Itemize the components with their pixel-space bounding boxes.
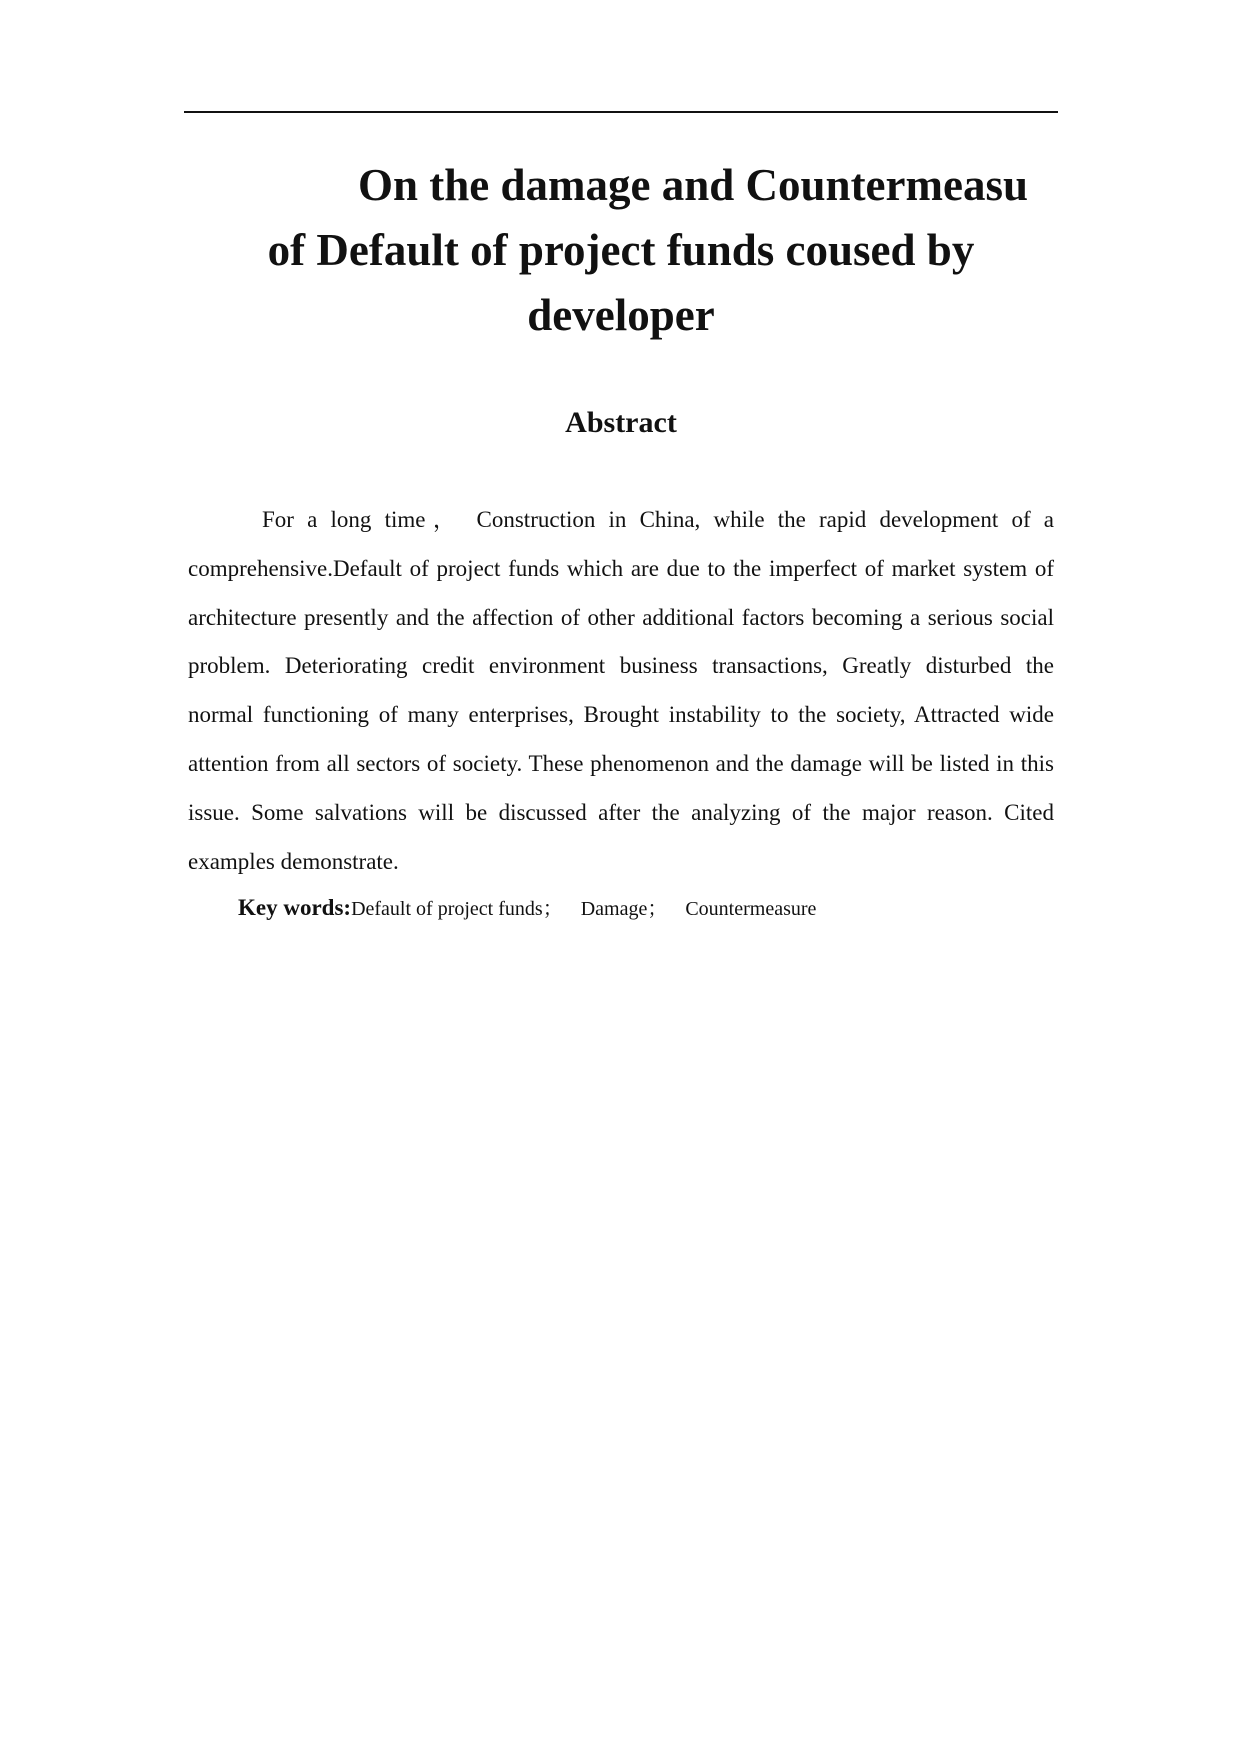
keyword-item: Damage [580, 898, 648, 920]
keyword-item: Countermeasure [685, 898, 817, 920]
document-title [184, 153, 1058, 348]
keyword-separator: ； [542, 898, 563, 920]
keyword-separator: ； [647, 898, 668, 920]
abstract-body: For a long time， Construction in China, while the rapid development of a comprehensive.Default of project funds which are due to the imperfect of market system of architecture presently and the affection of other additional factors becoming a serious social problem. Deteriorating credit environment business transactions, Greatly disturbed the normal functioning of many enterprises, Brought instability to the society, Attracted wide attention from all sectors of society. These phenomenon and the damage will be listed in this issue. Some salvations will be discussed after the analyzing of the major reason. Cited examples demonstrate. [188, 507, 1054, 874]
title-line-2: of Default of project funds coused by [267, 225, 975, 275]
title-line-3: developer [527, 290, 715, 340]
keyword-item: Default of project funds [351, 898, 543, 920]
abstract-heading: Abstract [565, 406, 677, 439]
keywords-line [238, 888, 1058, 929]
header-rule [184, 111, 1058, 113]
title-line-1: On the damage and Countermeasu [357, 160, 1029, 210]
keywords-label: Key words: [238, 895, 352, 920]
